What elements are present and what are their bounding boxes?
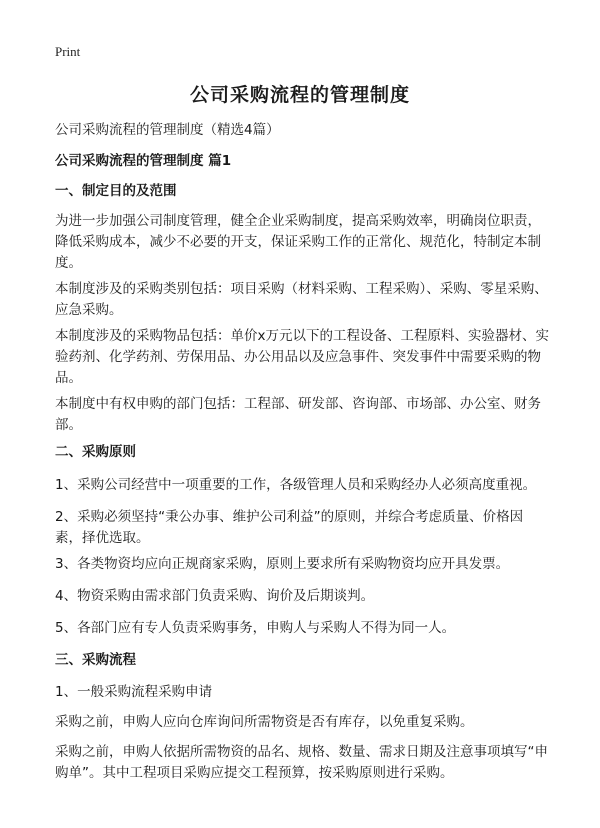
section1-paragraph-2: 本制度涉及的采购类别包括：项目采购（材料采购、工程采购）、采购、零星采购、应急采购。 bbox=[55, 281, 548, 318]
section2-item-1: 1、采购公司经营中一项重要的工作，各级管理人员和采购经办人必须高度重视。 bbox=[55, 477, 537, 493]
section3-heading: 三、采购流程 bbox=[55, 652, 136, 668]
section1-heading: 一、制定目的及范围 bbox=[55, 183, 177, 199]
part-title: 公司采购流程的管理制度 篇1 bbox=[55, 153, 232, 169]
section2-heading: 二、采购原则 bbox=[55, 444, 136, 460]
section3-item-1: 1、一般采购流程采购申请 bbox=[55, 684, 213, 700]
section1-paragraph-1: 为进一步加强公司制度管理，健全企业采购制度，提高采购效率，明确岗位职责，降低采购成本，减少不必要的开支，保证采购工作的正常化、规范化，特制定本制度。 bbox=[55, 213, 541, 271]
section2-item-4: 4、物资采购由需求部门负责采购、询价及后期谈判。 bbox=[55, 588, 375, 604]
section2-item-3: 3、各类物资均应向正规商家采购，原则上要求所有采购物资均应开具发票。 bbox=[55, 556, 510, 572]
section1-paragraph-3: 本制度涉及的采购物品包括：单价x万元以下的工程设备、工程原料、实验器材、实验药剂、化学药剂、劳保用品、办公用品以及应急事件、突发事件中需要采购的物品。 bbox=[55, 328, 549, 386]
section3-paragraph-2: 采购之前，申购人依据所需物资的品名、规格、数量、需求日期及注意事项填写“申购单”。其中工程项目采购应提交工程预算，按采购原则进行采购。 bbox=[55, 744, 548, 781]
print-label: Print bbox=[55, 44, 81, 59]
section1-paragraph-4: 本制度中有权申购的部门包括：工程部、研发部、咨询部、市场部、办公室、财务部。 bbox=[55, 396, 541, 433]
document-title: 公司采购流程的管理制度 bbox=[189, 84, 410, 106]
section2-item-2: 2、采购必须坚持“秉公办事、维护公司利益”的原则，并综合考虑质量、价格因素，择优选取。 bbox=[55, 509, 524, 546]
section2-item-5: 5、各部门应有专人负责采购事务，申购人与采购人不得为同一人。 bbox=[55, 620, 456, 636]
section3-paragraph-1: 采购之前，申购人应向仓库询问所需物资是否有库存，以免重复采购。 bbox=[55, 714, 474, 730]
document-subtitle: 公司采购流程的管理制度（精选4篇） bbox=[55, 122, 280, 138]
